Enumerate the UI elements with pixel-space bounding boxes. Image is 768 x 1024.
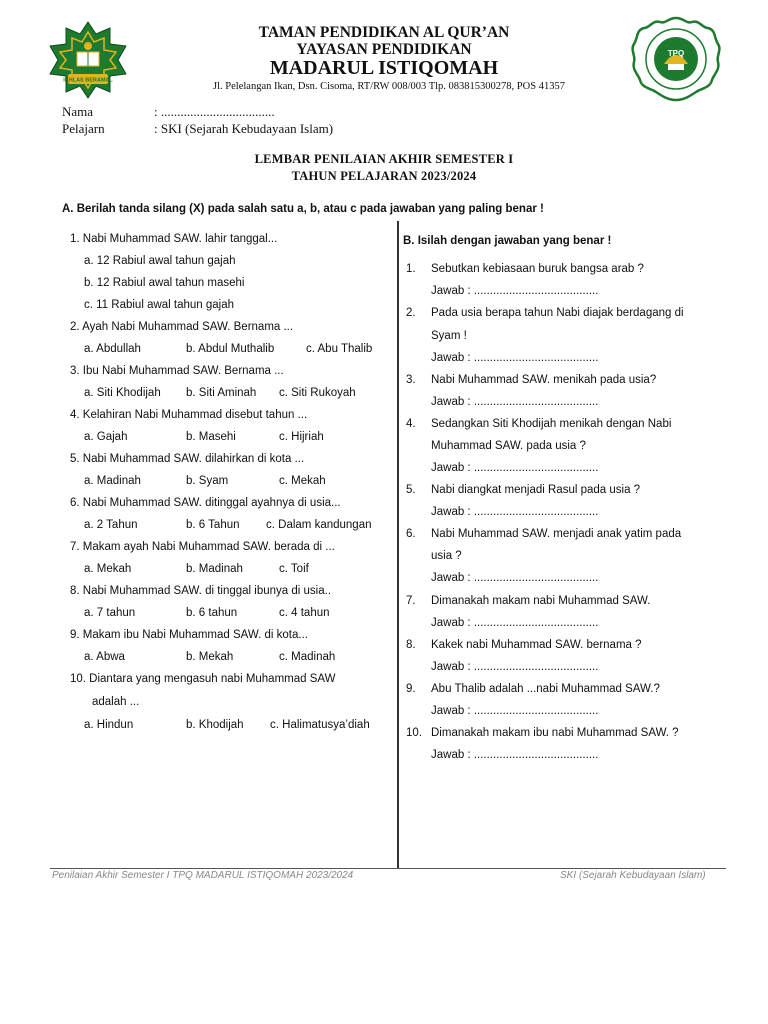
option-1c: c. 11 Rabiul awal tahun gajah [84,299,235,311]
answer-line: Jawab : ....................................... [431,462,599,474]
essay-number: 6. [406,528,416,540]
header-line1: TAMAN PENDIDIKAN AL QUR’AN [258,24,510,41]
essay-question-8: Kakek nabi Muhammad SAW. bernama ? [431,639,642,651]
option-10a: a. Hindun [84,719,134,731]
answer-line: Jawab : ....................................... [431,352,599,364]
option-3c: c. Siti Rukoyah [279,387,356,399]
option-3a: a. Siti Khodijah [84,387,161,399]
essay-number: 10. [406,727,422,739]
essay-question-4: Sedangkan Siti Khodijah menikah dengan Nabi [431,418,672,430]
column-divider [397,221,399,869]
essay-number: 8. [406,639,416,651]
question-1: 1. Nabi Muhammad SAW. lahir tanggal... [70,233,278,245]
essay-number: 7. [406,595,416,607]
answer-line: Jawab : ....................................... [431,396,599,408]
option-10b: b. Khodijah [186,719,244,731]
essay-question-2: Pada usia berapa tahun Nabi diajak berdagang di [431,307,684,319]
essay-question-10: Dimanakah makam ibu nabi Muhammad SAW. ? [431,727,679,739]
footer-right: SKI (Sejarah Kebudayaan Islam) [560,870,706,881]
name-label: Nama [62,104,94,119]
essay-question-9: Abu Thalib adalah ...nabi Muhammad SAW.? [431,683,660,695]
answer-line: Jawab : ....................................... [431,617,599,629]
essay-number: 2. [406,307,416,319]
footer-left: Penilaian Akhir Semester I TPQ MADARUL ISTIQOMAH 2023/2024 [52,870,354,881]
option-7b: b. Madinah [186,563,243,575]
question-4: 4. Kelahiran Nabi Muhammad disebut tahun ... [70,409,308,421]
essay-number: 4. [406,418,416,430]
name-value: : ................................... [154,104,275,119]
option-8b: b. 6 tahun [186,607,238,619]
option-5b: b. Syam [186,475,229,487]
option-9b: b. Mekah [186,651,234,663]
essay-number: 5. [406,484,416,496]
header-school-name: MADARUL ISTIQOMAH [269,57,499,79]
footer-rule [50,868,726,869]
question-3: 3. Ibu Nabi Muhammad SAW. Bernama ... [70,365,284,377]
header-line2: YAYASAN PENDIDIKAN [296,41,472,58]
essay-question-3: Nabi Muhammad SAW. menikah pada usia? [431,374,657,386]
option-6c: c. Dalam kandungan [266,519,372,531]
question-2: 2. Ayah Nabi Muhammad SAW. Bernama ... [70,321,294,333]
answer-line: Jawab : ....................................... [431,572,599,584]
question-9: 9. Makam ibu Nabi Muhammad SAW. di kota... [70,629,308,641]
subject-label: Pelajarn [62,121,105,136]
option-1b: b. 12 Rabiul awal tahun masehi [84,277,245,289]
essay-question-2-cont: Syam ! [431,330,467,342]
option-7a: a. Mekah [84,563,132,575]
essay-number: 9. [406,683,416,695]
subject-value: : SKI (Sejarah Kebudayaan Islam) [154,121,334,136]
exam-year: TAHUN PELAJARAN 2023/2024 [291,169,477,183]
essay-number: 3. [406,374,416,386]
svg-text:IKHLAS BERAMAL: IKHLAS BERAMAL [63,77,113,84]
option-4a: a. Gajah [84,431,128,443]
option-9c: c. Madinah [279,651,336,663]
section-a-instruction: A. Berilah tanda silang (X) pada salah satu a, b, atau c pada jawaban yang paling benar ! [62,203,544,215]
option-2b: b. Abdul Muthalib [186,343,275,355]
answer-line: Jawab : ....................................... [431,506,599,518]
option-5a: a. Madinah [84,475,141,487]
answer-line: Jawab : ....................................... [431,661,599,673]
tpq-logo [630,16,722,102]
option-5c: c. Mekah [279,475,326,487]
answer-line: Jawab : ....................................... [431,705,599,717]
essay-question-6-cont: usia ? [431,550,462,562]
option-6a: a. 2 Tahun [84,519,138,531]
question-8: 8. Nabi Muhammad SAW. di tinggal ibunya di usia.. [70,585,332,597]
option-4b: b. Masehi [186,431,236,443]
option-3b: b. Siti Aminah [186,387,257,399]
answer-line: Jawab : ....................................... [431,285,599,297]
option-1a: a. 12 Rabiul awal tahun gajah [84,255,236,267]
essay-question-1: Sebutkan kebiasaan buruk bangsa arab ? [431,263,644,275]
section-b-instruction: B. Isilah dengan jawaban yang benar ! [403,235,612,247]
essay-question-6: Nabi Muhammad SAW. menjadi anak yatim pada [431,528,682,540]
essay-question-7: Dimanakah makam nabi Muhammad SAW. [431,595,651,607]
option-8c: c. 4 tahun [279,607,330,619]
essay-question-5: Nabi diangkat menjadi Rasul pada usia ? [431,484,641,496]
question-6: 6. Nabi Muhammad SAW. ditinggal ayahnya di usia... [70,497,341,509]
question-10: 10. Diantara yang mengasuh nabi Muhammad SAW [70,673,336,685]
option-9a: a. Abwa [84,651,125,663]
option-10c: c. Halimatusya’diah [270,719,370,731]
option-6b: b. 6 Tahun [186,519,240,531]
essay-question-4-cont: Muhammad SAW. pada usia ? [431,440,586,452]
question-7: 7. Makam ayah Nabi Muhammad SAW. berada di ... [70,541,335,553]
option-8a: a. 7 tahun [84,607,136,619]
exam-title: LEMBAR PENILAIAN AKHIR SEMESTER I [254,152,514,166]
option-4c: c. Hijriah [279,431,324,443]
question-5: 5. Nabi Muhammad SAW. dilahirkan di kota ... [70,453,305,465]
header-address: Jl. Pelelangan Ikan, Dsn. Cisoma, RT/RW 008/003 Tlp. 083815300278, POS 41357 [213,81,565,92]
essay-number: 1. [406,263,416,275]
svg-text:TPQ: TPQ [667,49,685,58]
answer-line: Jawab : ....................................... [431,749,599,761]
question-10-cont: adalah ... [92,696,140,708]
option-2c: c. Abu Thalib [306,343,373,355]
option-7c: c. Toif [279,563,309,575]
option-2a: a. Abdullah [84,343,141,355]
